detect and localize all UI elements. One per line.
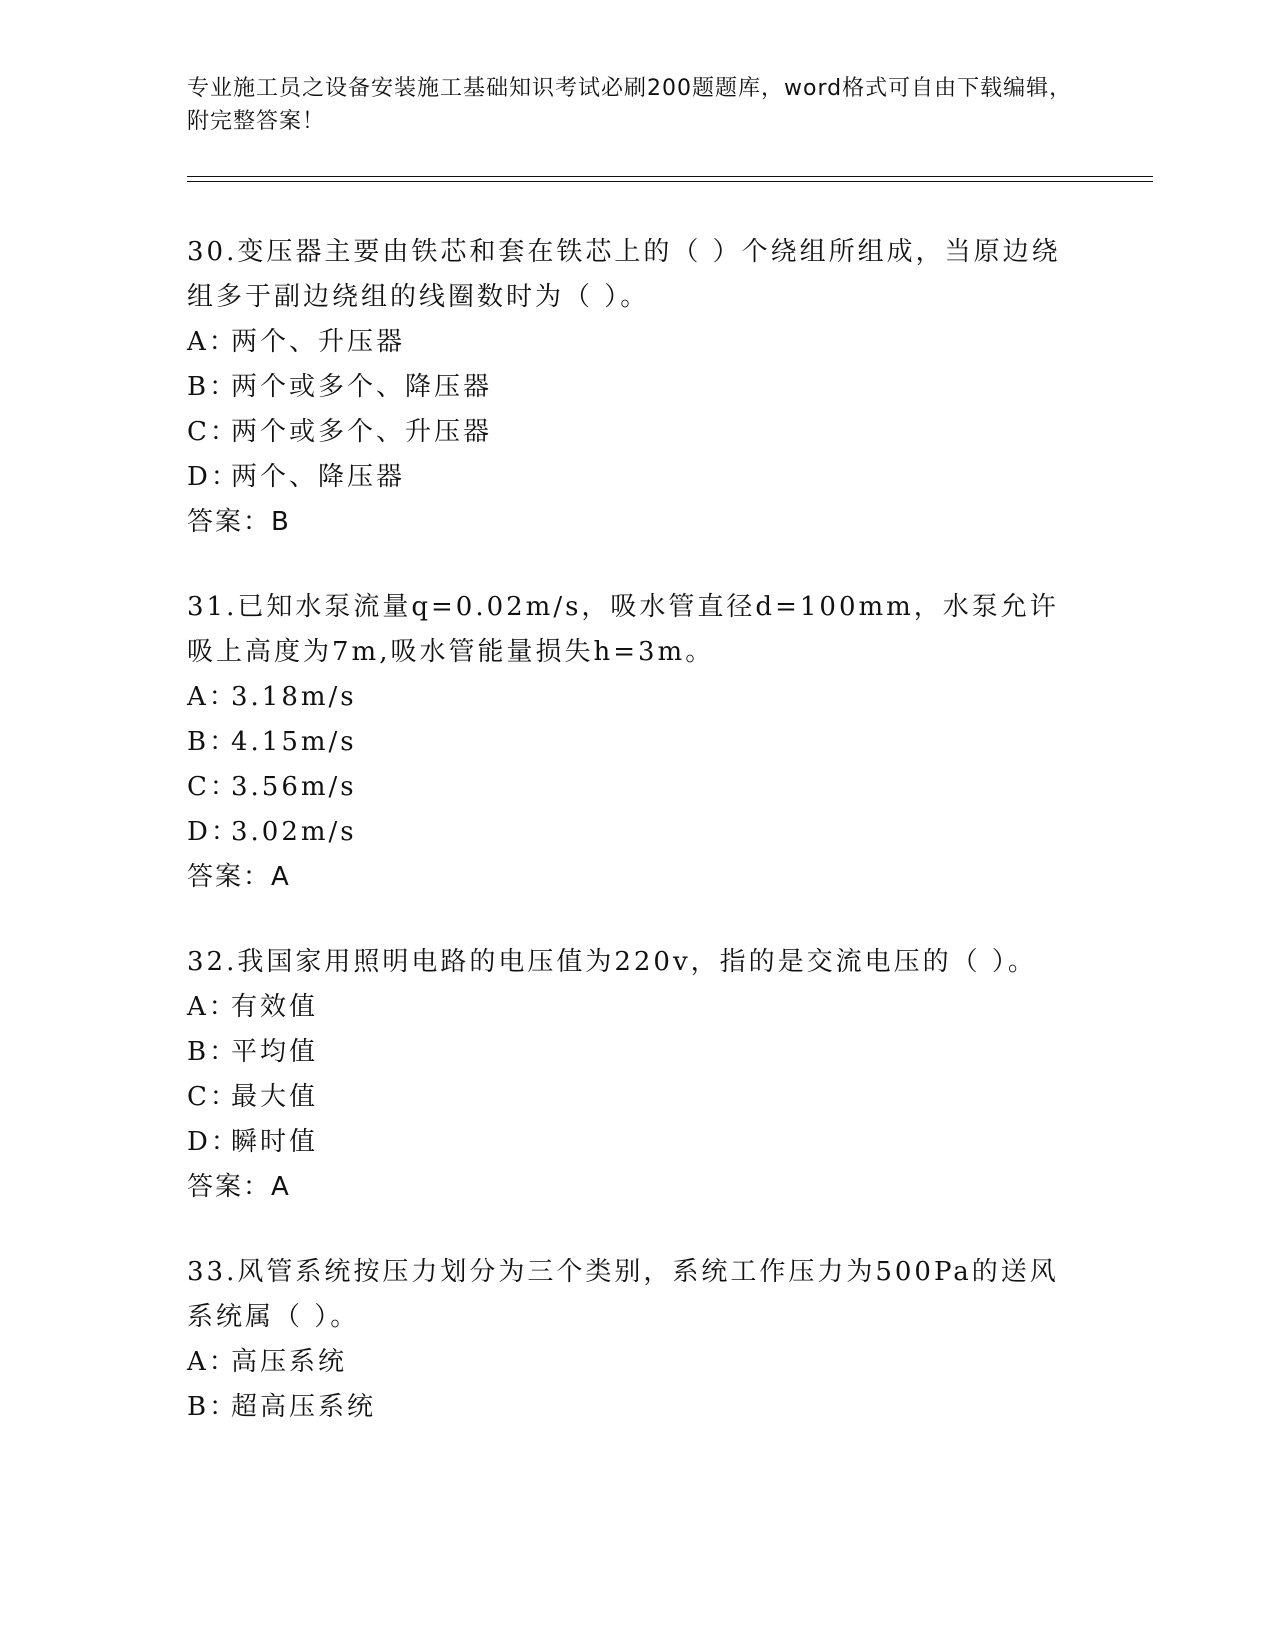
option-label: C： bbox=[187, 772, 239, 802]
option-label: A： bbox=[187, 327, 238, 357]
option-text: 超高压系统 bbox=[231, 1392, 377, 1422]
document-header bbox=[187, 72, 1087, 138]
option-text: 平均值 bbox=[231, 1037, 319, 1067]
header-text: 专业施工员之设备安装施工基础知识考试必刷200题题库，word格式可自由下载编辑，附完整答案！ bbox=[187, 76, 1073, 134]
question-stem: 33.风管系统按压力划分为三个类别，系统工作压力为500Pa的送风系统属（ ）。 bbox=[187, 1257, 1059, 1332]
option-label: A： bbox=[187, 992, 238, 1022]
answer-line: 答案：A bbox=[187, 1172, 291, 1202]
option-label: B： bbox=[187, 1037, 239, 1067]
option-b bbox=[187, 720, 1087, 765]
option-d bbox=[187, 1120, 1087, 1165]
option-label: C： bbox=[187, 1082, 239, 1112]
option-text: 最大值 bbox=[231, 1082, 319, 1112]
question-stem: 32.我国家用照明电路的电压值为220v，指的是交流电压的（ ）。 bbox=[187, 947, 1037, 977]
option-a bbox=[187, 1340, 1087, 1385]
option-label: D： bbox=[187, 462, 240, 492]
option-text: 3.02m/s bbox=[231, 817, 357, 847]
question-list bbox=[187, 230, 1087, 1470]
option-text: 两个、降压器 bbox=[231, 462, 406, 492]
option-text: 两个或多个、升压器 bbox=[231, 417, 493, 447]
option-text: 两个、升压器 bbox=[231, 327, 406, 357]
option-label: A： bbox=[187, 682, 238, 712]
option-text: 3.56m/s bbox=[231, 772, 357, 802]
option-text: 有效值 bbox=[231, 992, 319, 1022]
option-a bbox=[187, 320, 1087, 365]
option-b bbox=[187, 365, 1087, 410]
option-text: 两个或多个、降压器 bbox=[231, 372, 493, 402]
option-label: B： bbox=[187, 1392, 239, 1422]
header-divider bbox=[187, 176, 1153, 182]
option-text: 3.18m/s bbox=[231, 682, 357, 712]
option-d bbox=[187, 810, 1087, 855]
option-label: D： bbox=[187, 817, 240, 847]
option-label: D： bbox=[187, 1127, 240, 1157]
option-text: 高压系统 bbox=[231, 1347, 348, 1377]
question-stem: 30.变压器主要由铁芯和套在铁芯上的（ ）个绕组所组成，当原边绕组多于副边绕组的线圈数时为（ ）。 bbox=[187, 237, 1061, 312]
option-c bbox=[187, 1075, 1087, 1120]
answer-line: 答案：A bbox=[187, 862, 291, 892]
option-b bbox=[187, 1030, 1087, 1075]
question-32 bbox=[187, 940, 1087, 1210]
option-a bbox=[187, 675, 1087, 720]
question-stem: 31.已知水泵流量q=0.02m/s，吸水管直径d=100mm，水泵允许吸上高度为7m,吸水管能量损失h=3m。 bbox=[187, 592, 1059, 667]
question-31 bbox=[187, 585, 1087, 900]
option-label: A： bbox=[187, 1347, 238, 1377]
option-b bbox=[187, 1385, 1087, 1430]
option-d bbox=[187, 455, 1087, 500]
answer-line: 答案：B bbox=[187, 507, 291, 537]
option-text: 4.15m/s bbox=[231, 727, 357, 757]
option-a bbox=[187, 985, 1087, 1030]
option-c bbox=[187, 410, 1087, 455]
question-33 bbox=[187, 1250, 1087, 1430]
option-text: 瞬时值 bbox=[231, 1127, 319, 1157]
option-label: B： bbox=[187, 727, 239, 757]
option-label: B： bbox=[187, 372, 239, 402]
option-c bbox=[187, 765, 1087, 810]
question-30 bbox=[187, 230, 1087, 545]
option-label: C： bbox=[187, 417, 239, 447]
